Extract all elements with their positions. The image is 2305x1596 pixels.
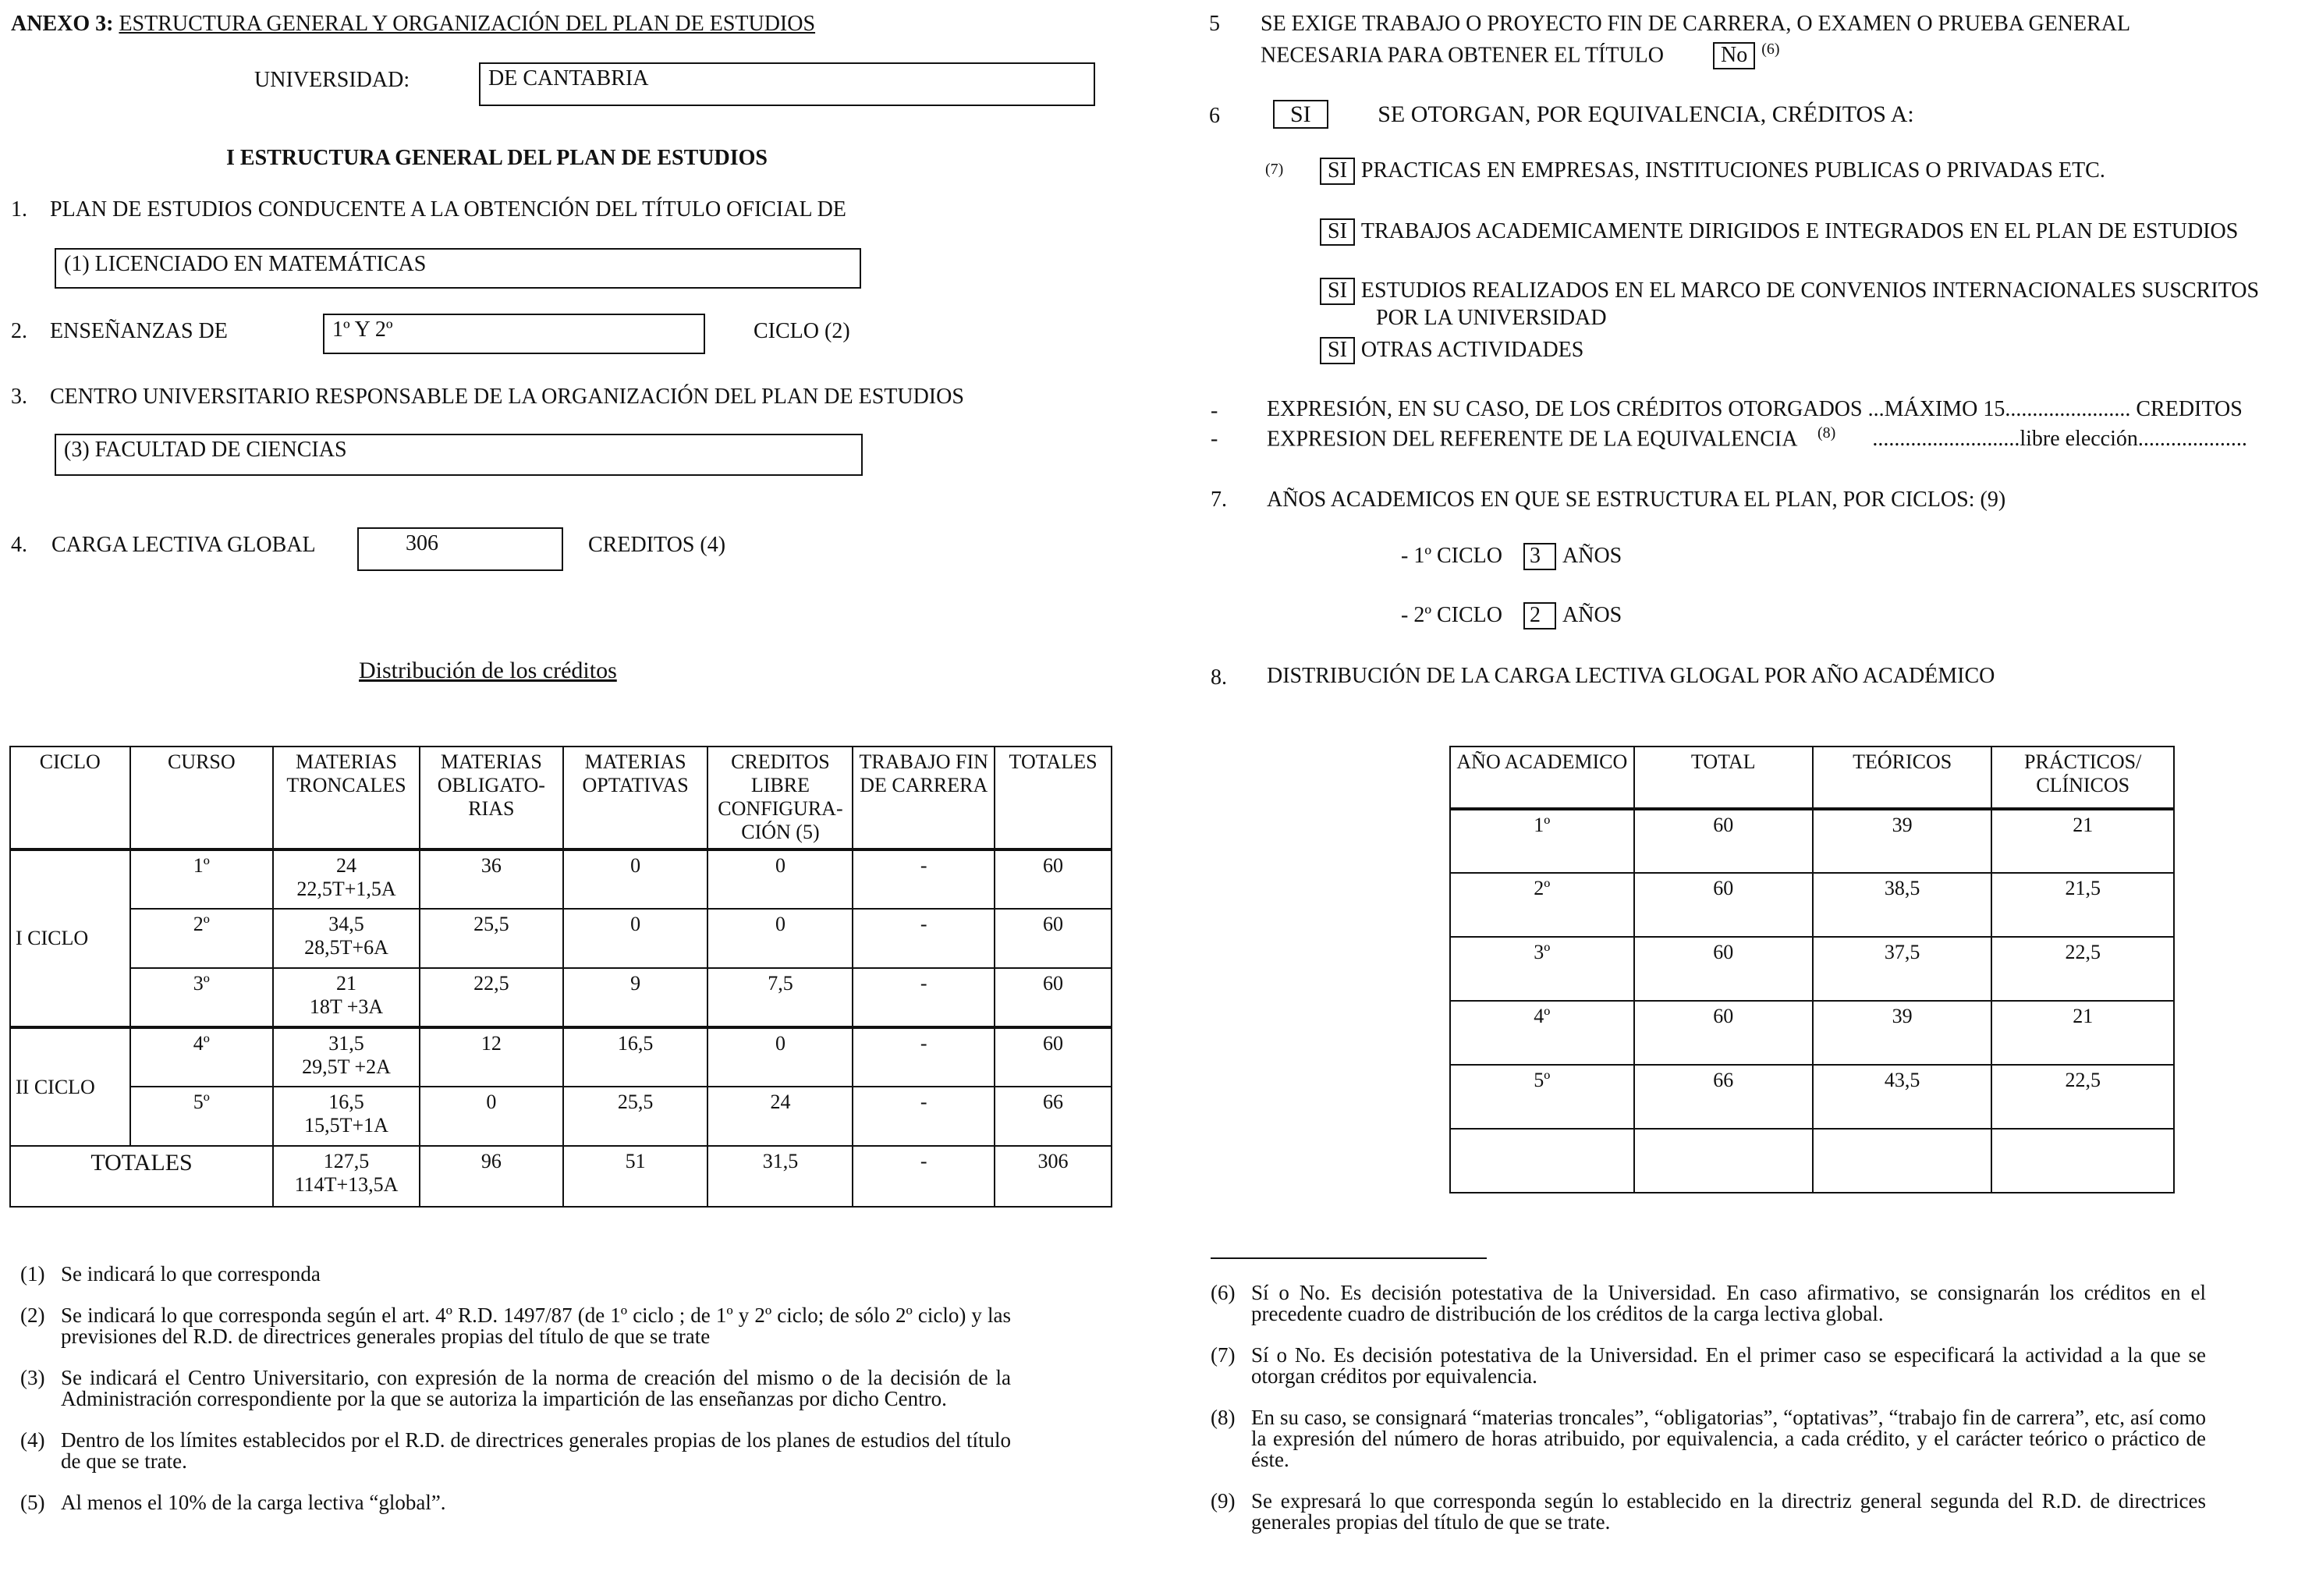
table-row: [10, 909, 1112, 968]
final-work-cell: -: [853, 849, 995, 909]
total-cell: 306: [995, 1146, 1112, 1207]
item4-text: CARGA LECTIVA GLOBAL: [51, 533, 316, 557]
header-cell: MATERIAS TRONCALES: [273, 747, 420, 849]
cycle2-years-field: 2: [1523, 602, 1556, 630]
mandatory-cell: 12: [420, 1027, 563, 1087]
final-work-cell: -: [853, 909, 995, 968]
left-footnotes: [20, 1264, 1011, 1534]
cycle-cell: I CICLO: [10, 849, 130, 1027]
footnote-divider: [1211, 1257, 1487, 1259]
theory-cell: 38,5: [1813, 873, 1992, 937]
mandatory-cell: 0: [420, 1087, 563, 1146]
item2-suffix: CICLO (2): [754, 319, 850, 343]
core-cell: 24 22,5T+1,5A: [273, 849, 420, 909]
header-cell: TEÓRICOS: [1813, 747, 1992, 809]
item6-num: 6: [1209, 104, 1220, 128]
optional-cell: 0: [563, 909, 708, 968]
table-row: [1450, 873, 2174, 937]
footnote: (1) Se indicará lo que corresponda: [20, 1262, 321, 1286]
header-cell: AÑO ACADEMICO: [1450, 747, 1634, 809]
item6-note: (7): [1265, 161, 1284, 178]
footnote: (3) Se indicará el Centro Universitario, con expresión de la norma de creación del mismo o de la decisión de la Administración correspondiente por la que se autoriza la impartición de las enseñanzas por dicho Centro.: [20, 1366, 1011, 1410]
item2-text: ENSEÑANZAS DE: [50, 319, 228, 343]
year-cell: 1º: [1450, 809, 1634, 873]
footnote: (2) Se indicará lo que corresponda según el art. 4º R.D. 1497/87 (de 1º ciclo ; de 1º y 2º ciclo; de sólo 2º ciclo) y las previsiones del R.D. de directrices generales propias del título de que se trate: [20, 1303, 1011, 1348]
item1-text: PLAN DE ESTUDIOS CONDUCENTE A LA OBTENCIÓN DEL TÍTULO OFICIAL DE: [50, 197, 846, 222]
total-cell: 60: [995, 909, 1112, 968]
optional-cell: 9: [563, 968, 708, 1027]
final-work-cell: -: [853, 968, 995, 1027]
header-cell: PRÁCTICOS/ CLÍNICOS: [1991, 747, 2174, 809]
course-cell: 5º: [130, 1087, 273, 1146]
item8-text: DISTRIBUCIÓN DE LA CARGA LECTIVA GLOGAL POR AÑO ACADÉMICO: [1267, 664, 1995, 688]
header-cell: TRABAJO FIN DE CARRERA: [853, 747, 995, 849]
table-row: [10, 849, 1112, 909]
option-field: SI: [1320, 278, 1355, 305]
year-cell: 4º: [1450, 1001, 1634, 1065]
final-project-field: No: [1713, 42, 1755, 69]
mandatory-cell: 22,5: [420, 968, 563, 1027]
university-field: DE CANTABRIA: [479, 62, 1095, 106]
total-cell: 60: [995, 849, 1112, 909]
mandatory-cell: 36: [420, 849, 563, 909]
item8-num: 8.: [1211, 665, 1227, 690]
core-cell: 21 18T +3A: [273, 968, 420, 1027]
table-row: [10, 968, 1112, 1027]
total-cell: 60: [1634, 1001, 1813, 1065]
course-cell: 3º: [130, 968, 273, 1027]
practice-cell: 21,5: [1991, 873, 2174, 937]
cycle1-years: - 1º CICLO 3 AÑOS: [1401, 543, 1622, 570]
table-row-empty: [1450, 1129, 2174, 1193]
cycles-field: 1º Y 2º: [323, 314, 705, 354]
header-cell: TOTALES: [995, 747, 1112, 849]
core-cell: 127,5 114T+13,5A: [273, 1146, 420, 1207]
optional-cell: 16,5: [563, 1027, 708, 1087]
global-load-field: 306: [357, 527, 563, 571]
total-cell: 60: [1634, 873, 1813, 937]
totals-row: [10, 1146, 1112, 1207]
cycle2-years: - 2º CICLO 2 AÑOS: [1401, 602, 1622, 630]
item3-num: 3.: [11, 385, 27, 409]
theory-cell: 39: [1813, 1001, 1992, 1065]
option-convenios: SI ESTUDIOS REALIZADOS EN EL MARCO DE CONVENIOS INTERNACIONALES SUSCRITOS POR LA UNIVERSIDAD: [1320, 278, 2259, 331]
total-cell: 60: [1634, 809, 1813, 873]
total-cell: 60: [1634, 937, 1813, 1001]
credits-expression: EXPRESIÓN, EN SU CASO, DE LOS CRÉDITOS OTORGADOS ...MÁXIMO 15....................... CREDITOS: [1267, 397, 2243, 421]
practice-cell: 21: [1991, 1001, 2174, 1065]
degree-title-field: (1) LICENCIADO EN MATEMÁTICAS: [55, 248, 861, 289]
course-cell: 2º: [130, 909, 273, 968]
item5-line1: SE EXIGE TRABAJO O PROYECTO FIN DE CARRERA, O EXAMEN O PRUEBA GENERAL: [1261, 12, 2131, 36]
year-cell: 5º: [1450, 1065, 1634, 1129]
item4-suffix: CREDITOS (4): [588, 533, 726, 557]
item1-num: 1.: [11, 197, 27, 222]
year-cell: 3º: [1450, 937, 1634, 1001]
equivalence-field: SI: [1273, 100, 1328, 129]
faculty-field: (3) FACULTAD DE CIENCIAS: [55, 434, 863, 476]
free-cell: 0: [707, 849, 853, 909]
item6-line: SI SE OTORGAN, POR EQUIVALENCIA, CRÉDITOS A:: [1273, 100, 1914, 129]
option-field: SI: [1320, 218, 1355, 246]
year-distribution-table: [1449, 746, 2175, 1193]
annex-header: [11, 11, 815, 37]
header-cell: MATERIAS OBLIGATO-RIAS: [420, 747, 563, 849]
item7-text: AÑOS ACADEMICOS EN QUE SE ESTRUCTURA EL PLAN, POR CICLOS: (9): [1267, 488, 2006, 512]
course-cell: 1º: [130, 849, 273, 909]
item3-text: CENTRO UNIVERSITARIO RESPONSABLE DE LA ORGANIZACIÓN DEL PLAN DE ESTUDIOS: [50, 385, 964, 409]
dash: -: [1211, 399, 1218, 423]
option-practicas: SI PRACTICAS EN EMPRESAS, INSTITUCIONES PUBLICAS O PRIVADAS ETC.: [1320, 158, 2105, 185]
footnote: (8) En su caso, se consignará “materias troncales”, “obligatorias”, “optativas”, “trabajo fin de carrera”, etc, así como la expresión del número de horas atribuido, por equivalencia, a cada crédito, y el carácter teórico o práctico de éste.: [1211, 1406, 2206, 1471]
header-cell: CREDITOS LIBRE CONFIGURA-CIÓN (5): [707, 747, 853, 849]
item4-num: 4.: [11, 533, 27, 557]
year-cell: 2º: [1450, 873, 1634, 937]
cycle1-years-field: 3: [1523, 543, 1556, 570]
final-work-cell: -: [853, 1027, 995, 1087]
header-cell: CICLO: [10, 747, 130, 849]
annex-prefix: ANEXO 3:: [11, 12, 114, 36]
footnote: (4) Dentro de los límites establecidos por el R.D. de directrices generales propias de los planes de estudios del título de que se trate.: [20, 1428, 1011, 1473]
table-row: [1450, 1001, 2174, 1065]
free-cell: 0: [707, 909, 853, 968]
free-cell: 7,5: [707, 968, 853, 1027]
practice-cell: 22,5: [1991, 1065, 2174, 1129]
mandatory-cell: 25,5: [420, 909, 563, 968]
total-cell: 66: [1634, 1065, 1813, 1129]
table-row: [1450, 1065, 2174, 1129]
option-field: SI: [1320, 337, 1355, 364]
section-title: I ESTRUCTURA GENERAL DEL PLAN DE ESTUDIOS: [226, 146, 768, 170]
optional-cell: 0: [563, 849, 708, 909]
free-cell: 31,5: [707, 1146, 853, 1207]
footnote: (6) Sí o No. Es decisión potestativa de la Universidad. En caso afirmativo, se consignarán los créditos en el precedente cuadro de distribución de los créditos de la carga lectiva global.: [1211, 1281, 2206, 1325]
total-cell: 66: [995, 1087, 1112, 1146]
option-otras: SI OTRAS ACTIVIDADES: [1320, 337, 1583, 364]
theory-cell: 37,5: [1813, 937, 1992, 1001]
optional-cell: 25,5: [563, 1087, 708, 1146]
core-cell: 31,5 29,5T +2A: [273, 1027, 420, 1087]
equivalence-reference: EXPRESION DEL REFERENTE DE LA EQUIVALENCIA $^{(8)}$ ...........................libre elección....................: [1267, 424, 2247, 452]
annex-title: ESTRUCTURA GENERAL Y ORGANIZACIÓN DEL PLAN DE ESTUDIOS: [119, 12, 816, 36]
total-cell: 60: [995, 1027, 1112, 1087]
free-cell: 24: [707, 1087, 853, 1146]
footnote: (5) Al menos el 10% de la carga lectiva “global”.: [20, 1491, 446, 1514]
theory-cell: 43,5: [1813, 1065, 1992, 1129]
practice-cell: 22,5: [1991, 937, 2174, 1001]
final-work-cell: -: [853, 1087, 995, 1146]
theory-cell: 39: [1813, 809, 1992, 873]
final-work-cell: -: [853, 1146, 995, 1207]
table-row: [10, 1027, 1112, 1087]
mandatory-cell: 96: [420, 1146, 563, 1207]
table-row: [1450, 937, 2174, 1001]
table-header-row: [10, 747, 1112, 849]
table-row: [1450, 809, 2174, 873]
core-cell: 34,5 28,5T+6A: [273, 909, 420, 968]
table-row: [10, 1087, 1112, 1146]
dash: -: [1211, 427, 1218, 451]
item7-num: 7.: [1211, 488, 1227, 512]
university-label: UNIVERSIDAD:: [254, 68, 410, 92]
footnote: (9) Se expresará lo que corresponda según lo establecido en la directriz general segunda del R.D. de directrices generales propias del título de que se trate.: [1211, 1489, 2206, 1534]
item5-num: 5: [1209, 12, 1220, 36]
item5-line2: NECESARIA PARA OBTENER EL TÍTULO No $^{(6)}$: [1261, 41, 1780, 69]
item2-num: 2.: [11, 319, 27, 343]
right-footnotes: [1211, 1282, 2206, 1553]
footnote: (7) Sí o No. Es decisión potestativa de la Universidad. En el primer caso se especificará la actividad a la que se otorgan créditos por equivalencia.: [1211, 1343, 2206, 1388]
cycle-cell: II CICLO: [10, 1027, 130, 1146]
option-trabajos: SI TRABAJOS ACADEMICAMENTE DIRIGIDOS E INTEGRADOS EN EL PLAN DE ESTUDIOS: [1320, 218, 2238, 246]
distribution-title: Distribución de los créditos: [359, 658, 617, 683]
course-cell: 4º: [130, 1027, 273, 1087]
total-cell: 60: [995, 968, 1112, 1027]
header-cell: MATERIAS OPTATIVAS: [563, 747, 708, 849]
practice-cell: 21: [1991, 809, 2174, 873]
core-cell: 16,5 15,5T+1A: [273, 1087, 420, 1146]
option-field: SI: [1320, 158, 1355, 185]
table-header-row: [1450, 747, 2174, 809]
credit-distribution-table: [9, 746, 1112, 1208]
optional-cell: 51: [563, 1146, 708, 1207]
totals-label: TOTALES: [10, 1146, 273, 1207]
header-cell: CURSO: [130, 747, 273, 849]
header-cell: TOTAL: [1634, 747, 1813, 809]
free-cell: 0: [707, 1027, 853, 1087]
